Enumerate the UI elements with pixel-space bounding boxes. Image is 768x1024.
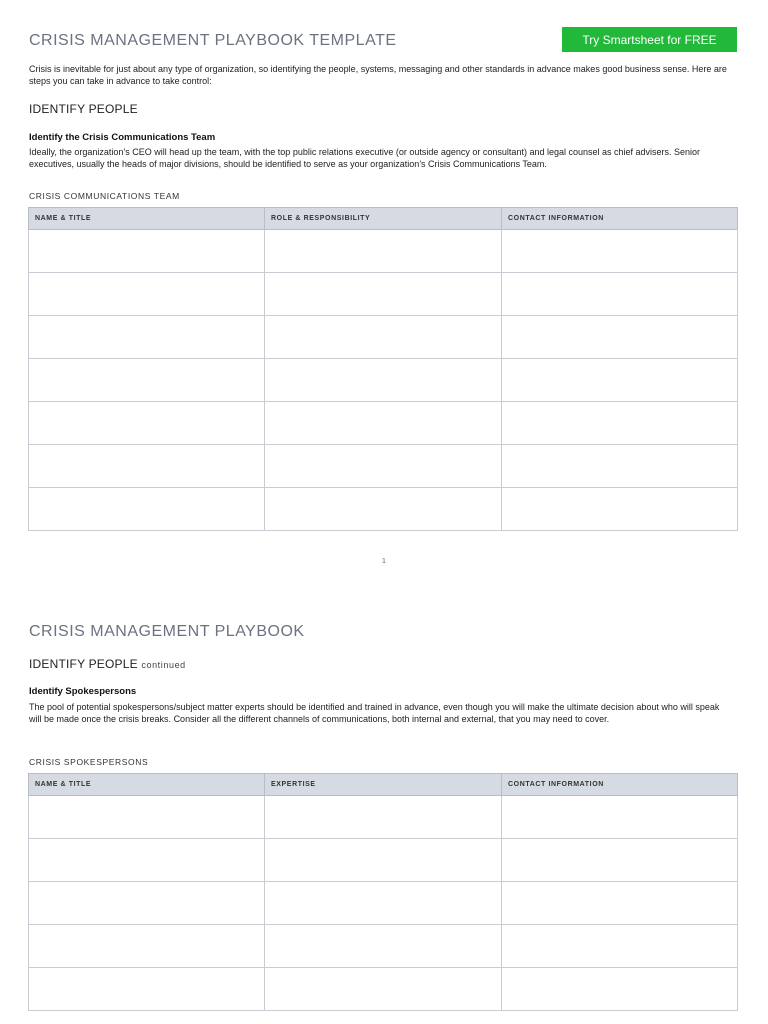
table-cell[interactable] <box>265 488 502 531</box>
table-cell[interactable] <box>502 925 738 968</box>
table-row <box>29 796 738 839</box>
communications-team-description: Ideally, the organization’s CEO will head up the team, with the top public relations executive (or outside agency or consultant) and legal counsel as chief advisers. Senior executives, usually the heads of major divisions, should be identified to serve as your organization’s Crisis Communications Team. <box>29 147 701 169</box>
subheading-spokespersons: Identify Spokespersons <box>29 686 137 697</box>
table-cell[interactable] <box>502 796 738 839</box>
table-row <box>29 968 738 1011</box>
section-heading-continued: continued <box>141 660 186 670</box>
table-cell[interactable] <box>502 488 738 531</box>
column-header-contact-information: CONTACT INFORMATION <box>502 208 738 230</box>
table-header-row <box>29 774 738 796</box>
table-cell[interactable] <box>502 359 738 402</box>
try-smartsheet-button[interactable]: Try Smartsheet for FREE <box>562 27 737 52</box>
subheading-communications-team: Identify the Crisis Communications Team <box>29 132 216 143</box>
table-cell[interactable] <box>29 839 265 882</box>
spokespersons-description: The pool of potential spokespersons/subject matter experts should be identified and trained in advance, even though you will make the ultimate decision about who will speak will be made once the crisis breaks. Consider all the different channels of communications, both internal and external, that you may need to cover. <box>29 702 720 724</box>
table-header-row <box>29 208 738 230</box>
table-row <box>29 925 738 968</box>
section-heading-2 <box>29 657 186 671</box>
table-row <box>29 273 738 316</box>
table-cell[interactable] <box>502 445 738 488</box>
table-cell[interactable] <box>29 925 265 968</box>
section-heading: IDENTIFY PEOPLE <box>29 102 138 116</box>
table-cell[interactable] <box>265 882 502 925</box>
table-cell[interactable] <box>502 402 738 445</box>
table-cell[interactable] <box>265 925 502 968</box>
table-cell[interactable] <box>29 402 265 445</box>
table-cell[interactable] <box>502 316 738 359</box>
table-cell[interactable] <box>265 230 502 273</box>
table-cell[interactable] <box>265 796 502 839</box>
table-cell[interactable] <box>29 445 265 488</box>
section-heading-text: IDENTIFY PEOPLE <box>29 657 138 671</box>
table-cell[interactable] <box>29 488 265 531</box>
table-cell[interactable] <box>29 796 265 839</box>
table-cell[interactable] <box>265 839 502 882</box>
table-cell[interactable] <box>265 359 502 402</box>
column-header-role-responsibility: ROLE & RESPONSIBILITY <box>265 208 502 230</box>
table-row <box>29 402 738 445</box>
table-cell[interactable] <box>29 273 265 316</box>
table-cell[interactable] <box>29 882 265 925</box>
table-cell[interactable] <box>29 316 265 359</box>
page-number: 1 <box>382 558 386 565</box>
column-header-contact-information: CONTACT INFORMATION <box>502 774 738 796</box>
table-cell[interactable] <box>502 230 738 273</box>
page-title: CRISIS MANAGEMENT PLAYBOOK TEMPLATE <box>29 32 397 49</box>
column-header-name-title: NAME & TITLE <box>29 208 265 230</box>
table-row <box>29 316 738 359</box>
page-title-2: CRISIS MANAGEMENT PLAYBOOK <box>29 623 305 640</box>
table-cell[interactable] <box>502 273 738 316</box>
table-cell[interactable] <box>29 230 265 273</box>
table-row <box>29 488 738 531</box>
table-row <box>29 839 738 882</box>
table-cell[interactable] <box>265 445 502 488</box>
spokespersons-table <box>28 773 738 1011</box>
table-row <box>29 882 738 925</box>
table-row <box>29 359 738 402</box>
table-cell[interactable] <box>502 968 738 1011</box>
table-label-spokespersons: CRISIS SPOKESPERSONS <box>29 757 149 767</box>
column-header-name-title: NAME & TITLE <box>29 774 265 796</box>
table-cell[interactable] <box>29 968 265 1011</box>
table-cell[interactable] <box>29 359 265 402</box>
table-row <box>29 230 738 273</box>
table-row <box>29 445 738 488</box>
intro-paragraph: Crisis is inevitable for just about any type of organization, so identifying the people, systems, messaging and other standards in advance makes good business sense. Here are steps you can take in advance to take control: <box>29 64 727 86</box>
table-cell[interactable] <box>502 882 738 925</box>
table-cell[interactable] <box>265 316 502 359</box>
table-label-communications-team: CRISIS COMMUNICATIONS TEAM <box>29 191 180 201</box>
column-header-expertise: EXPERTISE <box>265 774 502 796</box>
table-cell[interactable] <box>265 402 502 445</box>
table-cell[interactable] <box>502 839 738 882</box>
table-cell[interactable] <box>265 968 502 1011</box>
communications-team-table <box>28 207 738 531</box>
table-cell[interactable] <box>265 273 502 316</box>
